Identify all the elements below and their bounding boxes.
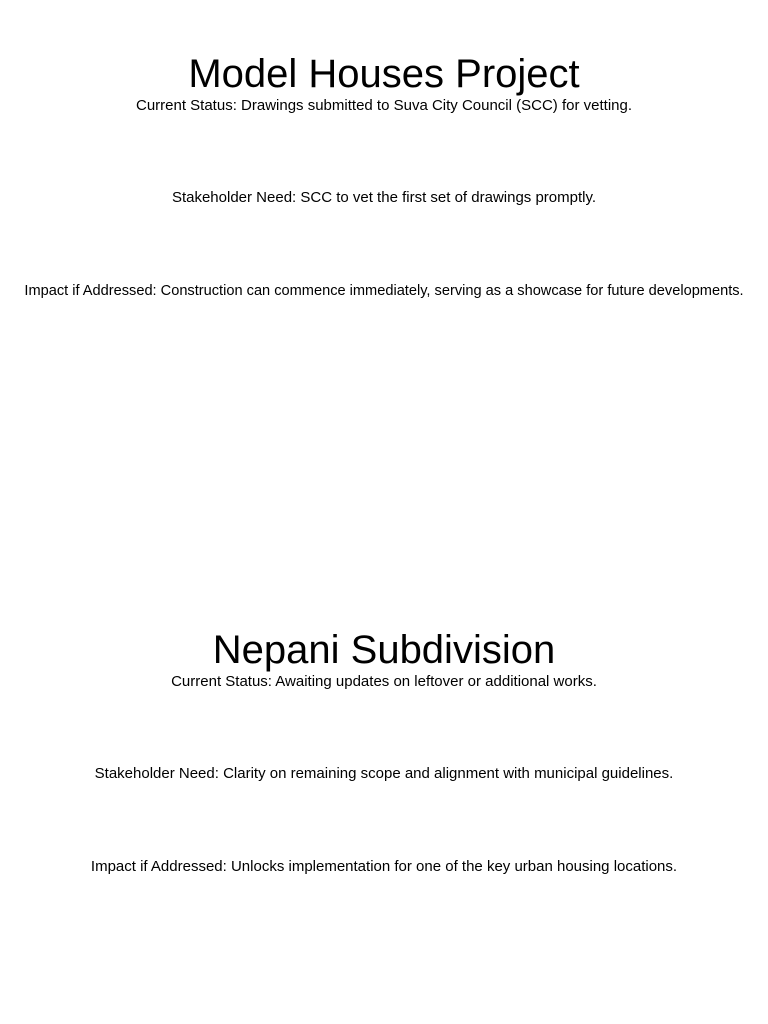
impact-text: Impact if Addressed: Construction can commence immediately, serving as a showcase for future developments. (24, 283, 744, 299)
stakeholder-need-text: Stakeholder Need: Clarity on remaining scope and alignment with municipal guidelines. (94, 765, 674, 782)
section-title: Nepani Subdivision (212, 628, 556, 672)
stakeholder-need-text: Stakeholder Need: SCC to vet the first set of drawings promptly. (171, 189, 597, 206)
section-title: Model Houses Project (188, 52, 580, 96)
current-status-text: Current Status: Awaiting updates on leftover or additional works. (171, 673, 597, 690)
current-status-text: Current Status: Drawings submitted to Suva City Council (SCC) for vetting. (135, 97, 633, 114)
impact-text: Impact if Addressed: Unlocks implementation for one of the key urban housing locations. (90, 858, 678, 875)
